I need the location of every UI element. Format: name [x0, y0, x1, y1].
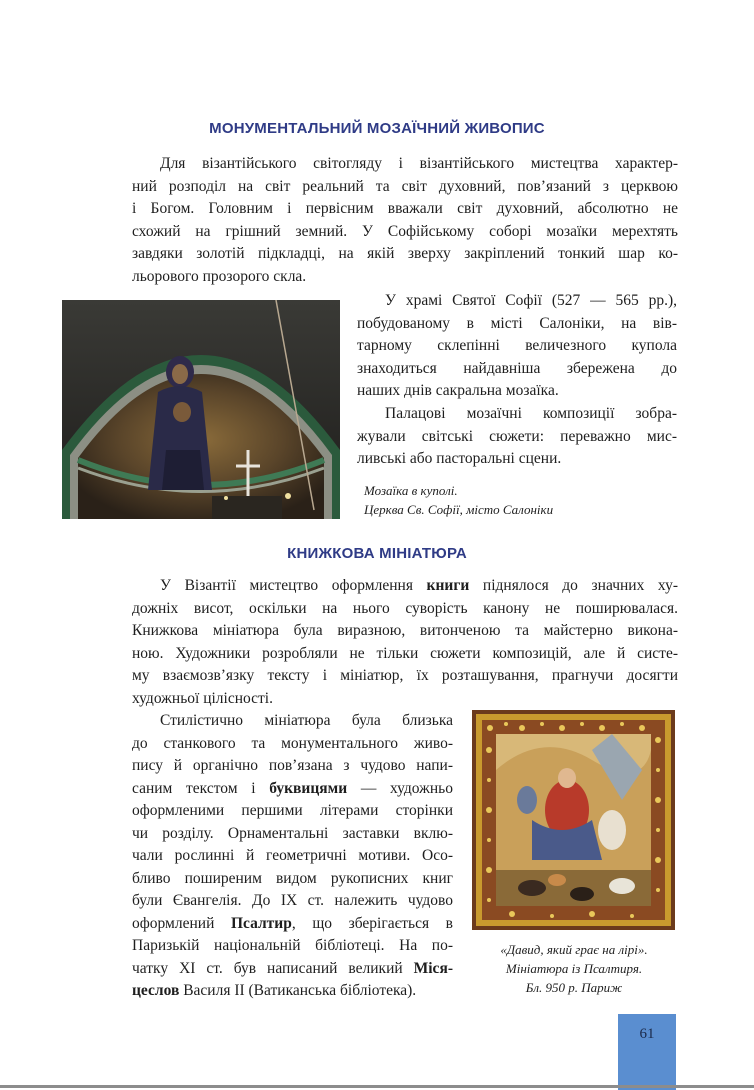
text-line	[132, 575, 678, 598]
text-line: Палацові мозаїчні композиції зобра-	[385, 405, 677, 422]
text-line: схожий на грішний земний. У Софійському соборі мозаїки мерехтять	[132, 222, 678, 240]
text-line	[132, 913, 453, 936]
text-line: Паризькій національній бібліотеці. На по-	[132, 937, 453, 954]
text-run: оформлений	[132, 914, 231, 932]
text-line: пису й органічно пов’язана з чудово напи-	[132, 757, 453, 774]
text-line: тарному склепінні величезного купола	[357, 337, 677, 354]
text-run: У Візантії мистецтво оформлення	[160, 577, 427, 594]
text-line: ний розподіл на світ реальний та світ духовний, пов’язаний з церквою	[132, 177, 678, 195]
text-line: дожніх висот, оскільки на нього суворість канону не поширювалася.	[132, 599, 678, 617]
psalter-image-caption	[463, 940, 685, 997]
text-line: Для візантійського світогляду і візантійського мистецтва характер-	[160, 155, 678, 172]
text-line: і Богом. Головним і первісним вважали світ духовний, абсолютно не	[132, 200, 678, 217]
text-line	[132, 958, 453, 981]
mosaic-dome-illustration	[62, 300, 340, 519]
text-line: були Євангелія. До IX ст. належить чудово	[132, 892, 453, 909]
text-line: художньої цілісності.	[132, 689, 273, 707]
text-line: побудованому в місті Салоніки, на вів-	[357, 314, 677, 332]
text-run: Василя II (Ватиканська бібліотека).	[179, 982, 417, 999]
caption-line: Церква Св. Софії, місто Салоніки	[364, 502, 554, 517]
text-line	[132, 778, 453, 801]
section-heading-miniature: КНИЖКОВА МІНІАТЮРА	[287, 545, 467, 562]
bold-term-initials: буквицями	[269, 779, 348, 797]
text-line: до станкового та монументального живо-	[132, 734, 453, 752]
page-number-tab	[618, 1014, 676, 1090]
mosaic-intro-paragraph	[132, 153, 678, 288]
text-line: Книжкова мініатюра була виразною, витонченою та майстерно викона-	[132, 622, 678, 639]
bottom-rule	[0, 1085, 754, 1088]
text-line: знаходиться найдавніша збережена до	[357, 359, 677, 377]
mosaic-sofia-paragraph	[357, 290, 677, 403]
text-line: жували світські сюжети: переважно мис-	[357, 427, 677, 445]
text-line: му взаємозв’язку тексту і мініатюр, їх розташування, прагнучи досягти	[132, 667, 678, 684]
text-line: ною. Художники розробляли не тільки сюжети композицій, але й систе-	[132, 644, 678, 662]
mosaic-dome-image	[62, 300, 340, 519]
psalter-miniature-illustration	[472, 710, 675, 930]
text-line	[132, 980, 453, 1003]
text-run: чатку XI ст. був написаний великий	[132, 959, 414, 977]
text-line: бливо поширеним видом рукописних книг	[132, 869, 453, 887]
text-line: завдяки золотій підкладці, на якій зверху закріплений тонкий шар ко-	[132, 245, 678, 262]
caption-line: «Давид, який грає на лірі».	[500, 942, 648, 957]
section-heading-mosaic: МОНУМЕНТАЛЬНИЙ МОЗАЇЧНИЙ ЖИВОПИС	[209, 120, 545, 137]
miniature-intro-paragraph	[132, 575, 678, 710]
text-line: наших днів сакральна мозаїка.	[357, 382, 559, 399]
miniature-style-paragraph	[132, 710, 453, 1003]
caption-line: Мозаїка в куполі.	[364, 483, 458, 498]
psalter-miniature-image	[472, 710, 675, 930]
caption-line: Бл. 950 р. Париж	[525, 980, 623, 995]
page-number: 61	[639, 1026, 655, 1042]
text-line: ливські або пасторальні сцени.	[357, 450, 562, 467]
text-run: піднялося до значних ху-	[469, 577, 678, 594]
bold-term-psalter: Псалтир	[230, 914, 292, 932]
bold-term-menologion: Міся-	[413, 959, 453, 977]
text-line: оформленими першими літерами сторінки	[132, 802, 453, 819]
text-line: Стилістично мініатюра була близька	[160, 712, 453, 729]
mosaic-image-caption	[364, 481, 664, 519]
text-line: льорового прозорого скла.	[132, 267, 307, 285]
text-line: чи розділу. Орнаментальні заставки вклю-	[132, 824, 453, 842]
text-line: чали рослинні й геометричні мотиви. Осо-	[132, 847, 453, 864]
mosaic-palace-paragraph	[357, 403, 677, 471]
text-line: У храмі Святої Софії (527 — 565 рр.),	[385, 292, 677, 309]
caption-line: Мініатюра із Псалтиря.	[505, 961, 643, 976]
bold-term-menologion-cont: цеслов	[132, 982, 180, 999]
bold-term-book: книги	[426, 577, 470, 594]
text-run: — художньо	[347, 779, 453, 797]
text-run: саним текстом і	[132, 779, 270, 797]
text-run: , що зберігається в	[291, 914, 453, 932]
